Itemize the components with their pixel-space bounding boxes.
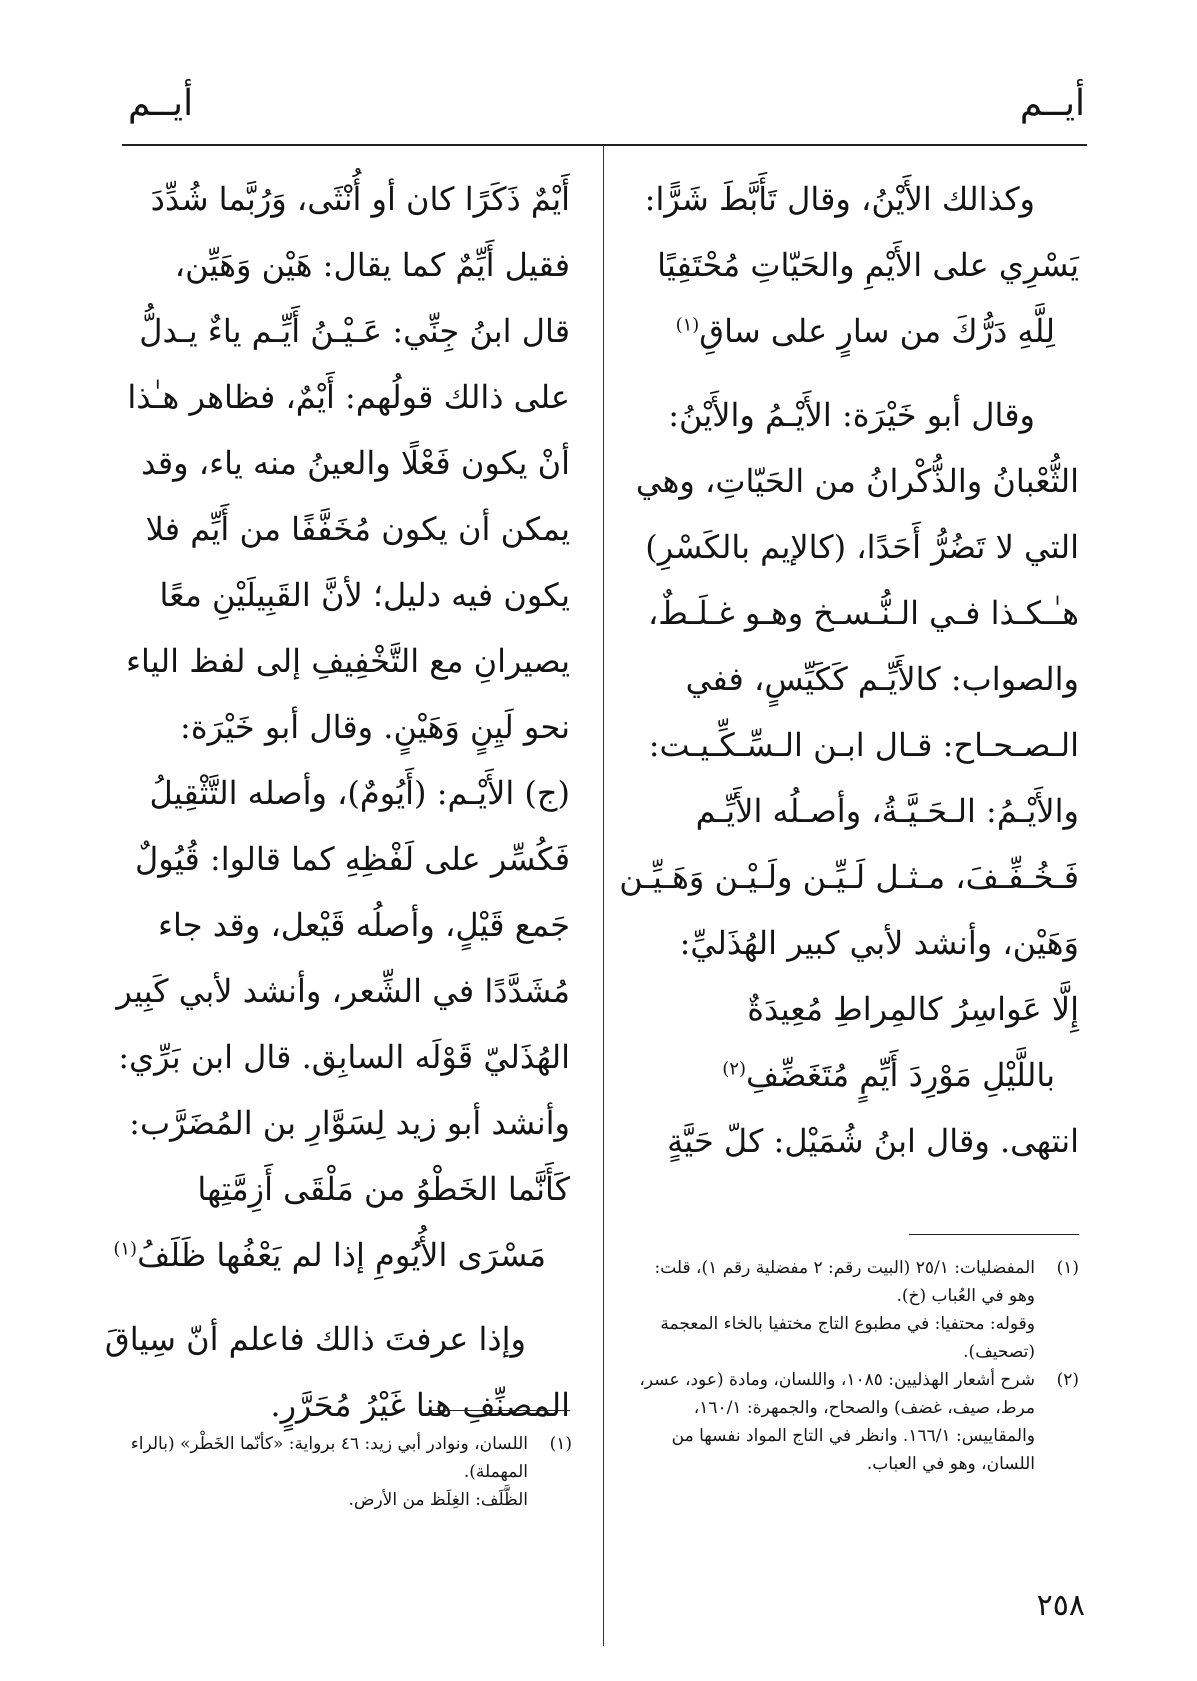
page-number: ٢٥٨ <box>1036 1588 1085 1623</box>
footnote-marker: (٢) <box>722 1058 747 1080</box>
text-line: والصواب: كالأَيِّـم كَكَيِّسٍ، ففي <box>685 660 1079 698</box>
verse-line: كَأَنَّما الخَطْوُ من مَلْقَى أَزِمَّتِها <box>197 1170 570 1208</box>
text-line: المصنِّفِ هنا غَيْرُ مُحَرَّرٍ. <box>270 1386 570 1424</box>
column-divider <box>603 146 604 1646</box>
text-line: الهُذَليّ قَوْلَه السابِق. قال ابن بَرِّي: <box>118 1038 570 1076</box>
footnotes-right <box>634 1254 1079 1478</box>
verse-line: مَسْرَى الأُيُومِ إذا لم يَعْفُها ظَلَفُ$^{(١)}$ <box>113 1236 546 1274</box>
header-rule <box>122 144 1087 146</box>
header-left-word: أيــم <box>128 83 194 124</box>
left-column <box>104 166 570 1438</box>
verse-line: إِلَّا عَواسِرُ كالمِراطِ مُعِيدَةٌ <box>747 990 1079 1028</box>
footnotes-left <box>130 1430 572 1514</box>
text-line: وقال أبو خَيْرَة: الأَيْـمُ والأَيْنُ: <box>668 396 1035 434</box>
text-line: (ج) الأَيْـم: (أَيُومٌ)، وأصله التَّثْقِيلُ <box>149 774 570 812</box>
text-line: يصيرانِ مع التَّخْفِيفِ إلى لفظ الياء <box>125 642 570 680</box>
text-line: التي لا تَضُرُّ أَحَدًا، (كالإيم بالكَسْرِ) <box>645 528 1079 566</box>
footnote-marker: (١) <box>113 1238 138 1260</box>
footnote <box>634 1254 1079 1310</box>
text-line: مُشَدَّدًا في الشِّعر، وأنشد لأبي كَبِير <box>116 972 570 1010</box>
right-column <box>619 166 1079 1174</box>
header-right-word: أيــم <box>1019 83 1085 124</box>
footnote-number: (٢) <box>1056 1370 1079 1390</box>
footnote-note: وقوله: محتفيا: في مطبوع التاج مختفيا بالخاء المعجمة (تصحيف). <box>660 1314 1035 1362</box>
footnote-number: (١) <box>1056 1258 1079 1278</box>
text-line: أنْ يكون فَعْلًا والعينُ منه ياء، وقد <box>141 444 570 482</box>
footnote-rule <box>430 1410 570 1411</box>
footnote-number: (١) <box>549 1434 572 1454</box>
text-line: فَكُسِّر على لَفْظِهِ كما قالوا: قُيُولٌ <box>135 840 570 878</box>
footnote-marker: (١) <box>675 314 700 336</box>
text-line: الثُّعْبانُ والذُّكْرانُ من الحَيّاتِ، وهي <box>635 462 1079 500</box>
text-line: يمكن أن يكون مُخَفَّفًا من أَيِّم فلا <box>145 510 570 548</box>
footnote-note: الظَّلَف: الغِلَظ من الأرض. <box>348 1490 528 1510</box>
footnote-text: شرح أشعار الهذليين: ١٠٨٥، واللسان، ومادة (عود، عسر، مرط، صيف، غضف) والصحاح، والجمهرة: ١٦٠/١، والمقاييس: ١٦٦/١. وانظر في التاج المواد نفسها من اللسان، وهو في العباب. <box>639 1370 1035 1474</box>
text-line: وكذالك الأَيْنُ، وقال تَأَبَّطَ شَرًّا: <box>644 180 1035 218</box>
text-line: قال ابنُ جِنِّي: عَـيْـنُ أَيِّـم ياءٌ يـدلُّ <box>139 312 570 350</box>
footnote-rule <box>909 1234 1079 1235</box>
footnote <box>634 1366 1079 1478</box>
text-line: الـصـحـاح: قـال ابـن الـسِّـكِّـيـت: <box>648 726 1079 764</box>
footnote-text: المفضليات: ٢٥/١ (البيت رقم: ٢ مفضلية رقم ١)، قلت: وهو في العُباب (خ). <box>654 1258 1035 1306</box>
text-line: نحو لَيِنٍ وَهَيْنٍ. وقال أبو خَيْرَة: <box>180 708 570 746</box>
text-line: وأنشد أبو زيد لِسَوَّارِ بن المُضَرَّب: <box>129 1104 570 1142</box>
footnote-text: اللسان، ونوادر أبي زيد: ٤٦ برواية: «كأنّما الخَطْر» (بالراء المهملة). <box>130 1434 528 1482</box>
text-line: والأَيْـمُ: الـحَـيَّـةُ، وأصـلُه الأَيِّـم <box>695 792 1079 830</box>
verse-line: لِلَّهِ دَرُّكَ من سارٍ على ساقِ$^{(١)}$ <box>675 312 1055 350</box>
text-line: على ذالك قولُهم: أَيْمٌ، فظاهر هـٰذا <box>127 378 570 416</box>
text-line: وإذا عرفتَ ذالك فاعلم أنّ سِياقَ <box>104 1320 526 1358</box>
text-line: يكون فيه دليل؛ لأنَّ القَبِيلَيْنِ معًا <box>159 576 570 614</box>
text-line: أَيْمٌ ذَكَرًا كان أو أُنْثَى، وَرُبَّما شُدِّدَ <box>150 180 570 218</box>
text-line: هـٰـكـذا فـي الـنُّـسـخ وهـو غـلَـطٌ، <box>647 594 1079 632</box>
verse-line: باللَّيْلِ مَوْرِدَ أَيِّمٍ مُتَغَضِّفِ$^{(٢)}$ <box>722 1056 1055 1094</box>
text-line: جَمع قَيْلٍ، وأصلُه قَيْعل، وقد جاء <box>157 906 570 944</box>
footnote <box>130 1430 572 1486</box>
text-line: وَهَيْن، وأنشد لأبي كبير الهُذَليِّ: <box>679 924 1079 962</box>
text-line: انتهى. وقال ابنُ شُمَيْل: كلّ حَيَّةٍ <box>667 1122 1079 1160</box>
verse-line: يَسْرِي على الأَيْمِ والحَيّاتِ مُحْتَفِيًا <box>657 246 1079 284</box>
text-line: فَـخُـفِّـفَ، مـثـل لَـيِّـن ولَـيْـن وَهَـيِّـن <box>619 858 1079 896</box>
text-line: فقيل أَيِّمٌ كما يقال: هَيْن وَهَيِّن، <box>174 246 570 284</box>
